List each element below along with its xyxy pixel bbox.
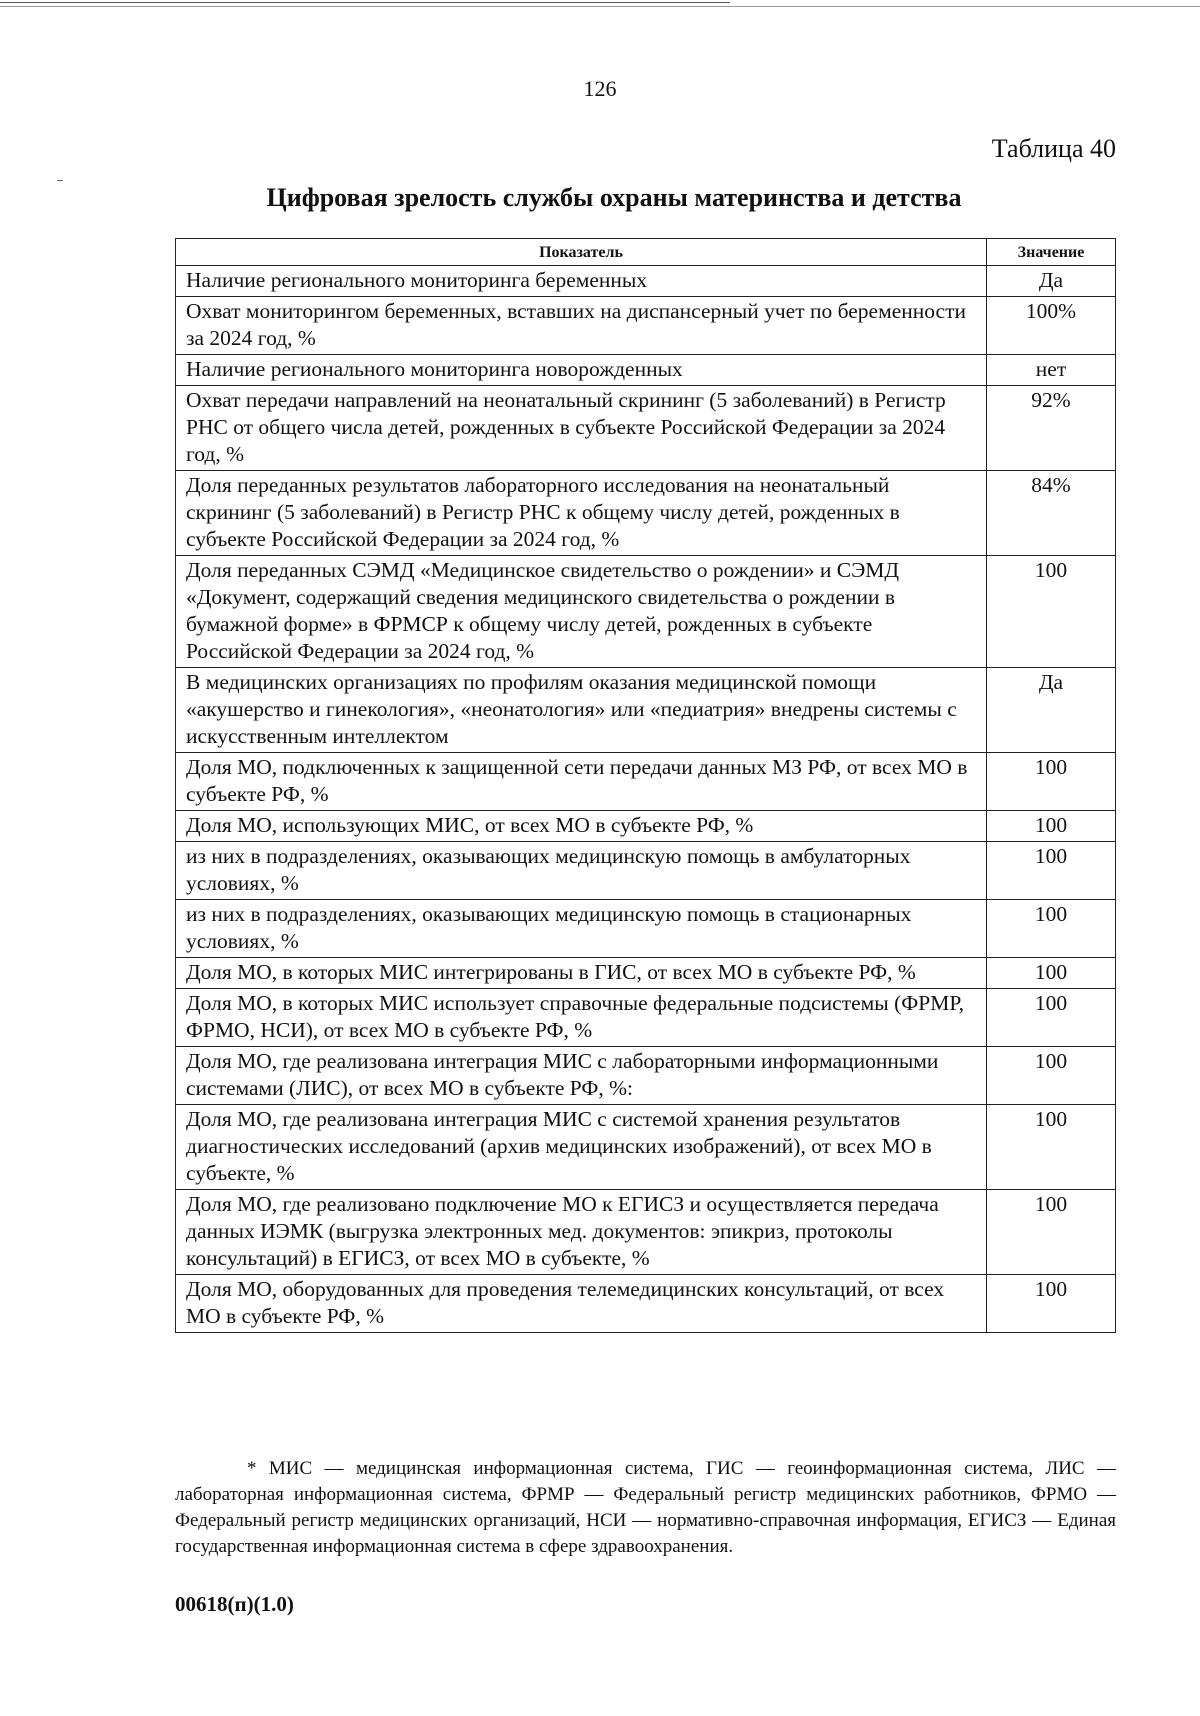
table-header-row xyxy=(176,239,1116,266)
value-cell: 100 xyxy=(987,556,1116,668)
indicator-cell: Наличие регионального мониторинга беременных xyxy=(176,266,987,297)
table-row xyxy=(176,1105,1116,1190)
table-label: Таблица 40 xyxy=(991,134,1116,163)
table-row xyxy=(176,1047,1116,1105)
margin-mark xyxy=(57,180,63,181)
value-cell: 100 xyxy=(987,958,1116,989)
document-title: Цифровая зрелость службы охраны материнства и детства xyxy=(266,183,962,212)
indicator-cell: Доля МО, где реализована интеграция МИС с лабораторными информационными системами (ЛИС), от всех МО в субъекте РФ, %: xyxy=(176,1047,987,1105)
table-row xyxy=(176,556,1116,668)
table-row xyxy=(176,811,1116,842)
header-value: Значение xyxy=(987,239,1116,266)
table-row xyxy=(176,355,1116,386)
table-row xyxy=(176,989,1116,1047)
scan-edge-line xyxy=(0,2,730,3)
table-row xyxy=(176,297,1116,355)
table-row xyxy=(176,842,1116,900)
indicator-cell: Доля МО, в которых МИС интегрированы в ГИС, от всех МО в субъекте РФ, % xyxy=(176,958,987,989)
indicator-cell: Доля МО, где реализовано подключение МО к ЕГИСЗ и осуществляется передача данных ИЭМК (выгрузка электронных мед. документов: эпикриз, протоколы консультаций) в ЕГИСЗ, от всех МО в субъекте, % xyxy=(176,1190,987,1275)
table-row xyxy=(176,900,1116,958)
indicator-cell: из них в подразделениях, оказывающих медицинскую помощь в амбулаторных условиях, % xyxy=(176,842,987,900)
page-number: 126 xyxy=(583,76,617,101)
table-row xyxy=(176,668,1116,753)
value-cell: 100 xyxy=(987,1105,1116,1190)
header-indicator: Показатель xyxy=(176,239,987,266)
indicator-cell: Доля МО, подключенных к защищенной сети передачи данных МЗ РФ, от всех МО в субъекте РФ, % xyxy=(176,753,987,811)
value-cell: 100 xyxy=(987,753,1116,811)
indicator-cell: Доля МО, в которых МИС использует справочные федеральные подсистемы (ФРМР, ФРМО, НСИ), от всех МО в субъекте РФ, % xyxy=(176,989,987,1047)
table-row xyxy=(176,266,1116,297)
table-row xyxy=(176,471,1116,556)
value-cell: 84% xyxy=(987,471,1116,556)
indicator-cell: Доля переданных СЭМД «Медицинское свидетельство о рождении» и СЭМД «Документ, содержащий сведения медицинского свидетельства о рождении в бумажной форме» в ФРМСР к общему числу детей, рожденных в субъекте Российской Федерации за 2024 год, % xyxy=(176,556,987,668)
value-cell: 100 xyxy=(987,1190,1116,1275)
value-cell: 100 xyxy=(987,900,1116,958)
value-cell: 100 xyxy=(987,1047,1116,1105)
indicator-cell: Наличие регионального мониторинга новорожденных xyxy=(176,355,987,386)
value-cell: нет xyxy=(987,355,1116,386)
document-code: 00618(п)(1.0) xyxy=(175,1592,294,1616)
table-row xyxy=(176,1275,1116,1333)
indicator-cell: Доля переданных результатов лабораторного исследования на неонатальный скрининг (5 заболеваний) в Регистр РНС к общему числу детей, рожденных в субъекте Российской Федерации за 2024 год, % xyxy=(176,471,987,556)
table-row xyxy=(176,753,1116,811)
value-cell: 100 xyxy=(987,842,1116,900)
table-row xyxy=(176,386,1116,471)
value-cell: 100 xyxy=(987,811,1116,842)
value-cell: 100% xyxy=(987,297,1116,355)
indicator-cell: Охват передачи направлений на неонатальный скрининг (5 заболеваний) в Регистр РНС от общего числа детей, рожденных в субъекте Российской Федерации за 2024 год, % xyxy=(176,386,987,471)
scan-edge-line-secondary xyxy=(0,6,1200,7)
indicator-cell: из них в подразделениях, оказывающих медицинскую помощь в стационарных условиях, % xyxy=(176,900,987,958)
value-cell: Да xyxy=(987,266,1116,297)
value-cell: 92% xyxy=(987,386,1116,471)
indicator-cell: Доля МО, оборудованных для проведения телемедицинских консультаций, от всех МО в субъекте РФ, % xyxy=(176,1275,987,1333)
indicator-cell: В медицинских организациях по профилям оказания медицинской помощи «акушерство и гинекология», «неонатология» или «педиатрия» внедрены системы с искусственным интеллектом xyxy=(176,668,987,753)
indicator-cell: Доля МО, где реализована интеграция МИС с системой хранения результатов диагностических исследований (архив медицинских изображений), от всех МО в субъекте, % xyxy=(176,1105,987,1190)
table-row xyxy=(176,958,1116,989)
table-row xyxy=(176,1190,1116,1275)
maturity-table xyxy=(175,238,1116,1333)
value-cell: 100 xyxy=(987,1275,1116,1333)
abbreviations-footnote: * МИС — медицинская информационная система, ГИС — геоинформационная система, ЛИС — лабораторная информационная система, ФРМР — Федеральный регистр медицинских работников, ФРМО — Федеральный регистр медицинских организаций, НСИ — нормативно-справочная информация, ЕГИСЗ — Единая государственная информационная система в сфере здравоохранения. xyxy=(175,1458,1116,1557)
indicator-cell: Доля МО, использующих МИС, от всех МО в субъекте РФ, % xyxy=(176,811,987,842)
value-cell: 100 xyxy=(987,989,1116,1047)
value-cell: Да xyxy=(987,668,1116,753)
indicator-cell: Охват мониторингом беременных, вставших на диспансерный учет по беременности за 2024 год, % xyxy=(176,297,987,355)
